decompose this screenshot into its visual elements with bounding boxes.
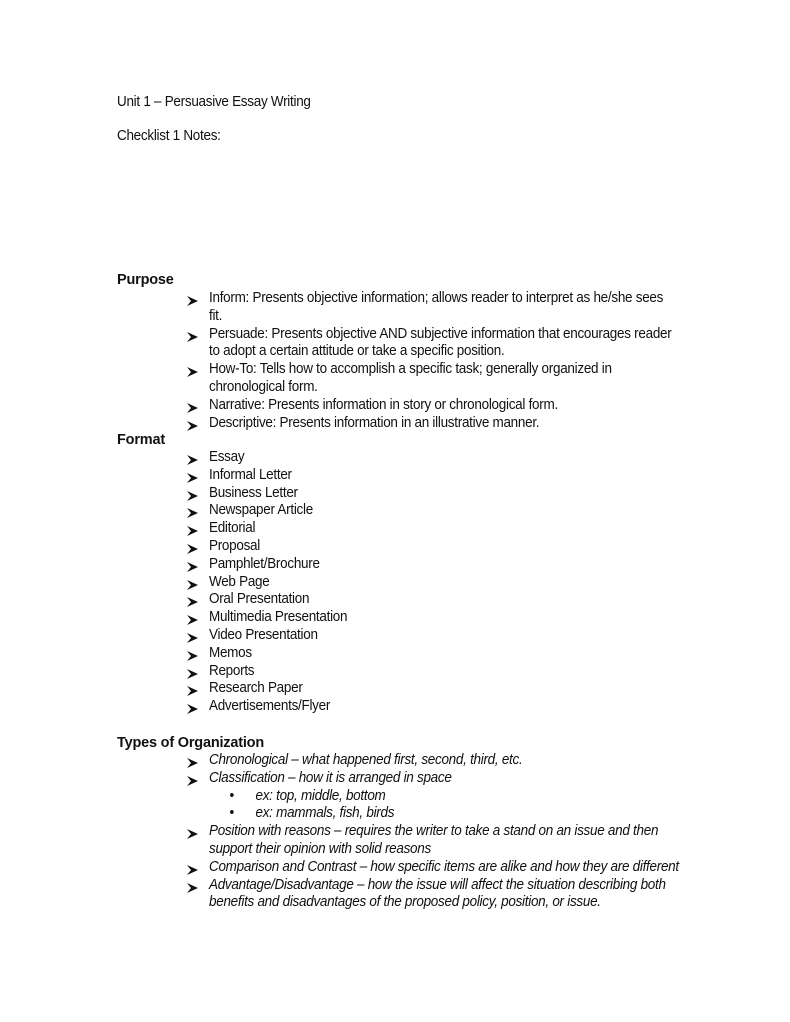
list-item-line: Descriptive: Presents information in an illustrative manner. <box>209 414 540 431</box>
format-item <box>187 574 358 592</box>
format-item <box>187 609 358 627</box>
format-item <box>187 467 358 485</box>
list-item-text: Web Page <box>209 573 270 590</box>
list-item-line: Advantage/Disadvantage – how the issue will affect the situation describing both <box>209 876 666 893</box>
list-item-line: Narrative: Presents information in story or chronological form. <box>209 396 558 413</box>
list-item-text <box>209 770 452 823</box>
dot-bullet-icon: • <box>229 787 234 804</box>
format-item <box>187 663 358 681</box>
list-item-line: Classification – how it is arranged in space <box>209 769 452 786</box>
sub-list <box>209 788 452 824</box>
arrow-bullet-icon <box>187 631 198 641</box>
arrow-bullet-icon <box>187 578 198 588</box>
format-item <box>187 556 358 574</box>
arrow-bullet-icon <box>187 684 198 694</box>
arrow-bullet-icon <box>187 774 198 784</box>
sub-list-item-text: ex: top, middle, bottom <box>255 787 386 804</box>
purpose-item <box>187 415 706 433</box>
list-item-text: Editorial <box>209 520 256 537</box>
list-item-text: Advertisements/Flyer <box>209 698 331 715</box>
document-title: Unit 1 – Persuasive Essay Writing <box>117 94 311 110</box>
list-item-text: Business Letter <box>209 484 298 501</box>
arrow-bullet-icon <box>187 560 198 570</box>
arrow-bullet-icon <box>187 365 198 375</box>
organization-item <box>187 859 714 877</box>
document-subtitle: Checklist 1 Notes: <box>117 128 221 144</box>
list-item-line: Persuade: Presents objective AND subjective information that encourages reader <box>209 325 672 342</box>
arrow-bullet-icon <box>187 595 198 605</box>
purpose-list <box>187 290 706 432</box>
format-item <box>187 627 358 645</box>
list-item-text <box>209 326 671 362</box>
sub-list-item <box>209 788 452 806</box>
arrow-bullet-icon <box>187 649 198 659</box>
arrow-bullet-icon <box>187 471 198 481</box>
arrow-bullet-icon <box>187 613 198 623</box>
purpose-heading: Purpose <box>117 272 174 288</box>
organization-item <box>187 823 714 859</box>
arrow-bullet-icon <box>187 330 198 340</box>
list-item-text: Proposal <box>209 537 261 554</box>
list-item-text <box>209 290 663 326</box>
purpose-item <box>187 326 706 362</box>
organization-item <box>187 770 714 823</box>
list-item-text: Oral Presentation <box>209 591 310 608</box>
organization-list <box>187 752 714 912</box>
arrow-bullet-icon <box>187 863 198 873</box>
arrow-bullet-icon <box>187 294 198 304</box>
arrow-bullet-icon <box>187 542 198 552</box>
arrow-bullet-icon <box>187 524 198 534</box>
list-item-text: Memos <box>209 644 252 661</box>
list-item-text <box>209 859 679 877</box>
arrow-bullet-icon <box>187 756 198 766</box>
dot-bullet-icon: • <box>229 805 234 822</box>
list-item-text: Informal Letter <box>209 466 292 483</box>
list-item-text <box>209 823 658 859</box>
list-item-line: Position with reasons – requires the writer to take a stand on an issue and then <box>209 823 659 840</box>
list-item-text: Multimedia Presentation <box>209 609 348 626</box>
list-item-line: Inform: Presents objective information; allows reader to interpret as he/she sees <box>209 290 664 306</box>
arrow-bullet-icon <box>187 506 198 516</box>
list-item-text <box>209 361 612 397</box>
arrow-bullet-icon <box>187 881 198 891</box>
organization-item <box>187 877 714 913</box>
format-item <box>187 680 358 698</box>
format-list <box>187 449 358 716</box>
list-item-line: benefits and disadvantages of the proposed policy, position, or issue. <box>209 894 601 911</box>
arrow-bullet-icon <box>187 702 198 712</box>
list-item-text: Video Presentation <box>209 626 318 643</box>
purpose-item <box>187 290 706 326</box>
list-item-text <box>209 752 522 770</box>
list-item-text: Reports <box>209 662 255 679</box>
list-item-line: to adopt a certain attitude or take a specific position. <box>209 343 505 360</box>
purpose-item <box>187 397 706 415</box>
list-item-text: Research Paper <box>209 680 303 697</box>
list-item-text: Pamphlet/Brochure <box>209 555 320 572</box>
list-item-text <box>209 415 539 433</box>
list-item-text <box>209 397 558 415</box>
format-item <box>187 502 358 520</box>
purpose-item <box>187 361 706 397</box>
list-item-line: chronological form. <box>209 378 318 395</box>
list-item-text: Essay <box>209 449 245 465</box>
organization-heading: Types of Organization <box>117 735 264 751</box>
arrow-bullet-icon <box>187 401 198 411</box>
list-item-line: How-To: Tells how to accomplish a specific task; generally organized in <box>209 361 612 378</box>
list-item-text <box>209 877 666 913</box>
arrow-bullet-icon <box>187 453 198 463</box>
list-item-line: fit. <box>209 307 223 324</box>
format-item <box>187 520 358 538</box>
format-item <box>187 449 358 467</box>
arrow-bullet-icon <box>187 419 198 429</box>
organization-item <box>187 752 714 770</box>
list-item-text: Newspaper Article <box>209 502 313 519</box>
arrow-bullet-icon <box>187 667 198 677</box>
format-heading: Format <box>117 432 165 448</box>
sub-list-item <box>209 805 452 823</box>
list-item-line: support their opinion with solid reasons <box>209 840 431 857</box>
arrow-bullet-icon <box>187 827 198 837</box>
list-item-line: Chronological – what happened first, second, third, etc. <box>209 752 523 768</box>
format-item <box>187 591 358 609</box>
format-item <box>187 645 358 663</box>
format-item <box>187 485 358 503</box>
arrow-bullet-icon <box>187 489 198 499</box>
format-item <box>187 538 358 556</box>
format-item <box>187 698 358 716</box>
list-item-line: Comparison and Contrast – how specific items are alike and how they are different <box>209 858 679 875</box>
sub-list-item-text: ex: mammals, fish, birds <box>255 805 395 822</box>
